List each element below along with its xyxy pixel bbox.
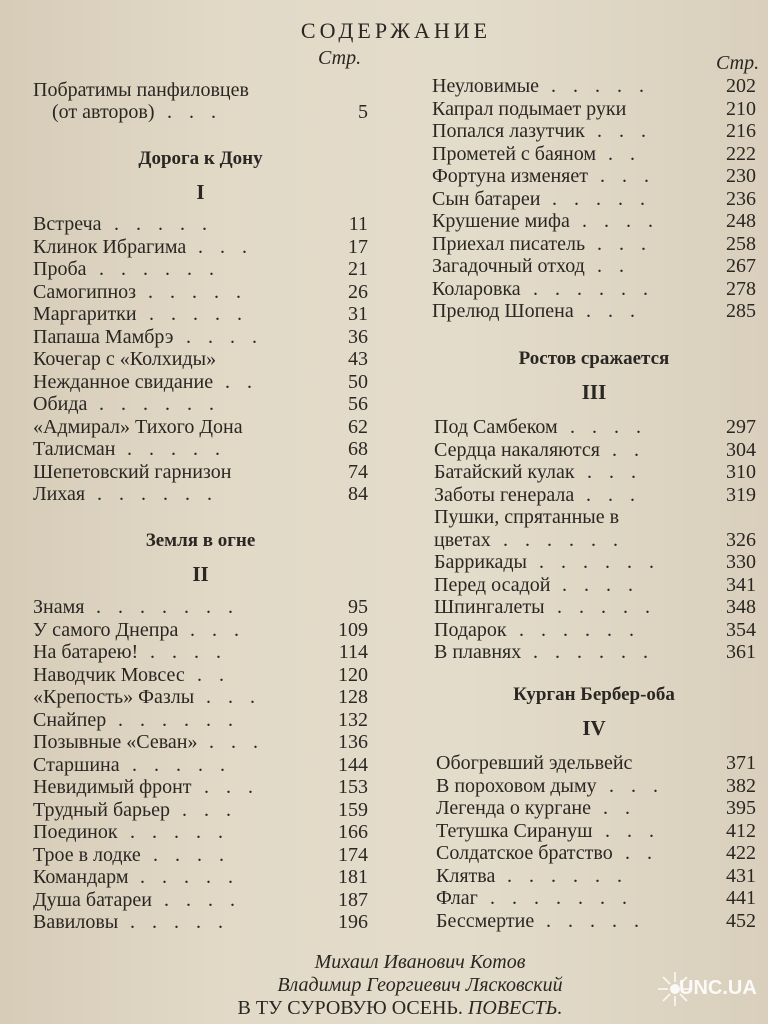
toc-entry-leader: . . . . .	[551, 75, 650, 97]
toc-entry	[33, 821, 368, 844]
toc-list-part1-continued	[432, 75, 756, 323]
toc-entry-title: Перед осадой	[434, 573, 551, 596]
toc-entry-title: Невидимый фронт	[33, 776, 192, 798]
toc-entry	[33, 799, 368, 822]
toc-entry-title: В пороховом дыму	[436, 774, 597, 797]
toc-entry-leader: . . . . .	[127, 438, 226, 460]
toc-entry-title: Бессмертие	[436, 909, 535, 932]
toc-entry-title: Сердца накаляются	[434, 438, 600, 461]
toc-entry-page: 128	[338, 686, 368, 708]
toc-entry	[33, 416, 368, 439]
toc-entry-title: В плавнях	[434, 641, 522, 663]
author-2: Владимир Георгиевич Лясковский	[277, 974, 563, 996]
toc-entry-leader: . . . .	[562, 573, 639, 596]
toc-entry-page: 236	[726, 187, 756, 210]
toc-entry-title: Поединок	[33, 821, 118, 843]
toc-entry-title: Батайский кулак	[434, 461, 575, 483]
toc-entry-leader: . . . . . . .	[490, 887, 633, 909]
toc-entry	[33, 664, 368, 687]
toc-entry	[436, 797, 756, 820]
toc-entry-page: 285	[726, 300, 756, 322]
toc-entry	[33, 213, 368, 236]
page-title: СОДЕРЖАНИЕ	[300, 18, 492, 43]
toc-entry-leader: . . . . . .	[99, 393, 220, 415]
toc-entry-leader: . .	[612, 438, 645, 461]
toc-entry	[33, 844, 368, 867]
toc-entry-page: 452	[726, 909, 756, 932]
toc-entry	[434, 439, 756, 462]
preface-line-2: (от авторов) . . . 5	[52, 101, 368, 123]
toc-entry-page: 36	[348, 325, 368, 348]
toc-list-part3	[434, 416, 756, 664]
author-1: Михаил Иванович Котов	[314, 951, 526, 973]
watermark-logo	[655, 968, 765, 1010]
toc-entry	[434, 619, 756, 642]
toc-entry-page: 11	[348, 213, 368, 235]
toc-entry	[434, 529, 756, 552]
toc-entry	[432, 210, 756, 233]
toc-entry-leader: . . .	[190, 618, 245, 641]
toc-entry-title: Баррикады	[434, 551, 527, 573]
toc-list-part4	[436, 752, 756, 932]
toc-entry-leader: . . . . .	[546, 909, 645, 932]
toc-entry-leader: . . .	[600, 165, 655, 187]
toc-entry-leader: . . . .	[164, 888, 241, 911]
toc-entry-leader: . . . . .	[552, 187, 651, 210]
toc-entry	[432, 98, 756, 121]
book-title-line	[0, 997, 768, 1020]
toc-entry	[33, 281, 368, 304]
toc-entry-leader: . . .	[609, 774, 664, 797]
toc-entry-leader: . . . . . .	[539, 551, 660, 573]
toc-list-part2	[33, 596, 368, 934]
section-heading: Курган Бербер-оба	[513, 684, 675, 705]
toc-entry-page: 144	[338, 753, 368, 776]
toc-entry	[33, 393, 368, 416]
toc-entry-title: Капрал подымает руки	[432, 97, 627, 120]
toc-entry-title: Попался лазутчик	[432, 120, 585, 142]
section-heading: Ростов сражается	[518, 348, 670, 369]
toc-entry	[434, 416, 756, 439]
toc-entry-title: Крушение мифа	[432, 210, 570, 232]
toc-entry-page: 297	[726, 416, 756, 438]
toc-entry	[434, 506, 756, 529]
toc-entry	[33, 866, 368, 889]
toc-entry	[432, 255, 756, 278]
toc-entry-title: Маргаритки	[33, 303, 137, 325]
toc-entry	[434, 574, 756, 597]
toc-entry-page: 361	[726, 641, 756, 663]
toc-entry-page: 50	[348, 370, 368, 393]
toc-entry-title: Кочегар с «Колхиды»	[33, 348, 217, 370]
toc-entry-title: Неуловимые	[432, 75, 540, 97]
toc-entry-page: 74	[348, 460, 368, 483]
toc-entry-leader: . . . .	[153, 843, 230, 866]
toc-entry	[432, 300, 756, 323]
toc-entry-title: Тетушка Сирануш	[436, 819, 593, 842]
toc-entry-leader: . . . . . .	[533, 277, 654, 300]
toc-entry-title: Подарок	[434, 618, 507, 641]
toc-entry-title: Сын батареи	[432, 187, 541, 210]
toc-entry-page: 216	[726, 120, 756, 142]
toc-entry	[432, 143, 756, 166]
toc-entry-page: 431	[726, 864, 756, 887]
toc-entry-title: Талисман	[33, 438, 116, 460]
toc-entry-page: 187	[338, 888, 368, 911]
toc-entry-page: 382	[726, 774, 756, 797]
toc-entry-page: 422	[726, 842, 756, 864]
toc-entry	[434, 461, 756, 484]
toc-entry-title: Прометей с баяном	[432, 142, 597, 165]
toc-entry	[436, 910, 756, 933]
toc-entry-page: 330	[726, 551, 756, 573]
toc-entry	[33, 348, 368, 371]
toc-entry-page: 441	[726, 887, 756, 909]
toc-entry	[436, 865, 756, 888]
toc-entry-page: 153	[338, 776, 368, 798]
toc-entry-title: Обида	[33, 393, 88, 415]
toc-entry-leader: . . . .	[150, 641, 227, 663]
page-column-label-right: Стр.	[716, 52, 760, 74]
toc-entry-leader: . . .	[198, 235, 253, 258]
toc-entry-title: Коларовка	[432, 277, 521, 300]
toc-entry	[432, 75, 756, 98]
toc-entry	[33, 258, 368, 281]
toc-entry-page: 341	[726, 573, 756, 596]
toc-entry-leader: . . . . .	[130, 821, 229, 843]
toc-entry-title: Пушки, спрятанные в	[434, 506, 620, 528]
section-numeral: I	[196, 180, 205, 204]
toc-entry-title: На батарею!	[33, 641, 139, 663]
book-genre: ПОВЕСТЬ.	[467, 997, 563, 1019]
toc-entry-title: Нежданное свидание	[33, 370, 214, 393]
toc-entry-title: Позывные «Севан»	[33, 731, 198, 753]
toc-entry	[33, 438, 368, 461]
toc-entry-leader: . . .	[587, 461, 642, 483]
toc-entry-page: 43	[348, 348, 368, 370]
toc-entry-page: 230	[726, 165, 756, 187]
toc-entry-title: Фортуна изменяет	[432, 165, 588, 187]
toc-entry-leader: . . . . .	[114, 213, 213, 235]
toc-entry-title: Солдатское братство	[436, 842, 613, 864]
toc-entry-title: Клинок Ибрагима	[33, 235, 187, 258]
toc-entry	[434, 484, 756, 507]
toc-entry	[432, 188, 756, 211]
toc-entry-leader: . .	[197, 663, 230, 686]
toc-entry	[432, 165, 756, 188]
toc-entry-leader: . .	[608, 142, 641, 165]
toc-entry-title: Снайпер	[33, 708, 107, 731]
toc-entry-title: Прелюд Шопена	[432, 300, 574, 322]
toc-entry-leader: . . .	[204, 776, 259, 798]
toc-entry-leader: . . . . . .	[99, 258, 220, 280]
toc-entry-page: 348	[726, 596, 756, 618]
toc-entry-page: 267	[726, 255, 756, 277]
toc-entry-leader: . . .	[586, 483, 641, 506]
toc-entry-title: Под Самбеком	[434, 416, 558, 438]
toc-entry-title: Загадочный отход	[432, 255, 585, 277]
toc-entry-page: 132	[338, 708, 368, 731]
toc-entry-page: 159	[338, 798, 368, 821]
toc-entry-leader: . .	[597, 255, 630, 277]
toc-entry	[33, 303, 368, 326]
toc-entry-leader: . . .	[597, 120, 652, 142]
toc-entry-title: Папаша Мамбрэ	[33, 325, 174, 348]
toc-entry-page: 56	[348, 393, 368, 415]
toc-entry-title: Душа батареи	[33, 888, 152, 911]
toc-entry-page: 412	[726, 819, 756, 842]
toc-entry	[33, 619, 368, 642]
toc-entry-title: Обогревший эдельвейс	[436, 752, 633, 774]
toc-entry-page: 114	[338, 641, 368, 663]
toc-entry-page: 21	[348, 258, 368, 280]
toc-entry	[432, 278, 756, 301]
toc-entry	[432, 120, 756, 143]
toc-entry	[33, 596, 368, 619]
toc-entry-title: Трое в лодке	[33, 843, 141, 866]
toc-entry-title: Трудный барьер	[33, 798, 171, 821]
toc-entry-title: «Крепость» Фазлы	[33, 686, 195, 708]
toc-entry-leader: . . .	[605, 819, 660, 842]
toc-entry-page: 304	[726, 438, 756, 461]
toc-entry-page: 26	[348, 280, 368, 303]
toc-entry-page: 62	[348, 415, 368, 438]
toc-entry	[434, 551, 756, 574]
toc-entry-title: Шпингалеты	[434, 596, 545, 618]
toc-list-part1	[33, 213, 368, 506]
toc-entry-page: 354	[726, 618, 756, 641]
toc-entry	[436, 775, 756, 798]
toc-entry	[33, 731, 368, 754]
toc-entry-page: 166	[338, 821, 368, 843]
toc-entry-leader: . . . . . . .	[96, 596, 239, 618]
toc-entry-page: 120	[338, 663, 368, 686]
section-heading: Земля в огне	[145, 530, 256, 551]
toc-entry-title: У самого Днепра	[33, 618, 179, 641]
toc-entry	[434, 596, 756, 619]
toc-entry-leader: . .	[625, 842, 658, 864]
toc-entry-title: «Адмирал» Тихого Дона	[33, 415, 243, 438]
toc-entry-page: 84	[348, 483, 368, 505]
toc-entry-leader: . .	[225, 370, 258, 393]
toc-entry-title: Старшина	[33, 753, 120, 776]
toc-entry	[33, 326, 368, 349]
toc-entry	[33, 754, 368, 777]
toc-entry-leader: . . . . .	[130, 911, 229, 933]
toc-entry-leader: . . . . . .	[533, 641, 654, 663]
toc-entry	[33, 709, 368, 732]
toc-entry-title: Клятва	[436, 864, 496, 887]
toc-entry-leader: . .	[603, 797, 636, 819]
toc-entry	[33, 371, 368, 394]
toc-entry-leader: . . . . .	[140, 866, 239, 888]
toc-entry-leader: . . . .	[186, 325, 263, 348]
toc-entry	[33, 686, 368, 709]
toc-entry-title: Легенда о кургане	[436, 797, 591, 819]
toc-entry-leader: . . .	[206, 686, 261, 708]
toc-entry-leader: . . .	[182, 798, 237, 821]
toc-entry	[436, 842, 756, 865]
toc-entry-page: 278	[726, 277, 756, 300]
toc-entry	[33, 641, 368, 664]
toc-entry-leader: . . .	[209, 731, 264, 753]
toc-entry-page: 196	[338, 911, 368, 933]
toc-entry-page: 109	[338, 618, 368, 641]
toc-entry	[33, 483, 368, 506]
toc-entry-title: цветах	[434, 528, 491, 551]
toc-entry-title: Встреча	[33, 213, 102, 235]
toc-entry	[33, 776, 368, 799]
section-numeral: IV	[582, 716, 606, 740]
toc-entry-title: Флаг	[436, 887, 478, 909]
toc-entry-leader: . . .	[586, 300, 641, 322]
toc-entry-page: 371	[726, 752, 756, 774]
toc-entry-title: Заботы генерала	[434, 483, 575, 506]
toc-entry-page: 68	[348, 438, 368, 460]
toc-entry	[33, 911, 368, 934]
toc-entry	[432, 233, 756, 256]
section-heading: Дорога к Дону	[138, 148, 263, 169]
toc-entry-page: 210	[726, 97, 756, 120]
toc-entry-page: 319	[726, 483, 756, 506]
toc-entry-page: 174	[338, 843, 368, 866]
toc-entry-leader: . . . . .	[557, 596, 656, 618]
toc-entry-page: 258	[726, 232, 756, 255]
toc-entry	[33, 236, 368, 259]
toc-entry-page: 17	[348, 235, 368, 258]
toc-entry	[436, 752, 756, 775]
toc-entry-leader: . . . . . .	[118, 708, 239, 731]
toc-entry-title: Приехал писатель	[432, 232, 586, 255]
toc-entry-page: 326	[726, 528, 756, 551]
toc-entry-title: Знамя	[33, 596, 85, 618]
toc-entry-leader: . . . . . .	[519, 618, 640, 641]
toc-entry-title: Командарм	[33, 866, 129, 888]
toc-entry-page: 222	[726, 142, 756, 165]
page-column-label-left: Стр.	[318, 47, 362, 69]
toc-entry	[436, 887, 756, 910]
toc-entry-leader: . . . . .	[132, 753, 231, 776]
toc-entry-leader: . . . . . .	[507, 864, 628, 887]
toc-entry-title: Самогипноз	[33, 280, 137, 303]
toc-entry-page: 31	[348, 303, 368, 325]
toc-entry	[33, 461, 368, 484]
toc-entry-leader: . . .	[597, 232, 652, 255]
toc-entry	[434, 641, 756, 664]
toc-entry-leader: . . . . .	[149, 303, 248, 325]
toc-entry-page: 95	[348, 596, 368, 618]
toc-entry-leader: . . . . .	[148, 280, 247, 303]
toc-entry	[33, 889, 368, 912]
toc-entry-page: 248	[726, 210, 756, 232]
toc-entry-title: Лихая	[33, 483, 86, 505]
toc-entry-page: 202	[726, 75, 756, 97]
toc-entry-leader: . . . . . .	[97, 483, 218, 505]
toc-entry-leader: . . . .	[570, 416, 647, 438]
toc-entry-title: Шепетовский гарнизон	[33, 460, 232, 483]
toc-entry-title: Проба	[33, 258, 87, 280]
toc-entry-page: 395	[726, 797, 756, 819]
toc-entry-title: Вавиловы	[33, 911, 119, 933]
section-numeral: II	[192, 562, 209, 586]
book-title: В ТУ СУРОВУЮ ОСЕНЬ.	[237, 997, 463, 1019]
toc-entry-page: 310	[726, 461, 756, 483]
section-numeral: III	[581, 380, 607, 404]
preface-line-1: Побратимы панфиловцев	[33, 79, 249, 101]
toc-entry-page: 181	[338, 866, 368, 888]
toc-entry-leader: . . . .	[582, 210, 659, 232]
toc-entry	[436, 820, 756, 843]
watermark-text: UNC.UA	[679, 977, 757, 999]
toc-entry-leader: . . . . . .	[503, 528, 624, 551]
toc-entry-page: 136	[338, 731, 368, 753]
toc-entry-title: Наводчик Мовсес	[33, 663, 185, 686]
